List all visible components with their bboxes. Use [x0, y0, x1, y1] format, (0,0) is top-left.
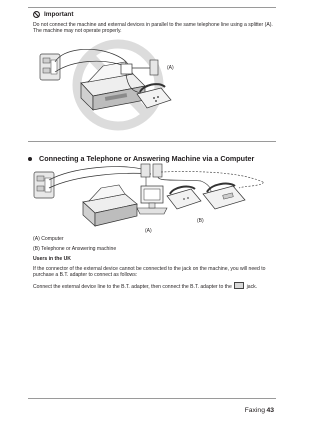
- page-number: 43: [266, 407, 274, 414]
- computer-illustration: [137, 186, 167, 214]
- figure-label-a: (A): [145, 228, 152, 234]
- wall-jack: [150, 60, 158, 75]
- jack-icon: [234, 282, 244, 289]
- machine-illustration-2: [83, 185, 137, 226]
- uk-paragraph-2-text: Connect the external device line to the B.T. adapter, then connect the B.T. adapter to the: [33, 284, 232, 290]
- legend-telephone: (B) Telephone or Answering machine: [33, 246, 117, 252]
- top-rule: [28, 7, 276, 8]
- machine-back-panel-2: [34, 172, 54, 198]
- uk-heading: Users in the UK: [33, 256, 71, 262]
- splitter-label-a: (A): [167, 65, 174, 71]
- figure-label-b: (B): [197, 218, 204, 224]
- legend-computer: (A) Computer: [33, 236, 64, 242]
- important-text: Do not connect the machine and external devices in parallel to the same telephone line using a splitter (A). The machine may not operate properly.: [33, 22, 273, 35]
- section-title: Connecting a Telephone or Answering Machine via a Computer: [39, 154, 255, 163]
- section-bullet: [28, 157, 32, 161]
- uk-paragraph-2: [33, 282, 277, 290]
- telephone-illustration-2: [167, 187, 201, 209]
- important-header: [33, 11, 73, 18]
- important-title: Important: [44, 11, 74, 18]
- computer-connection-figure: [33, 164, 278, 234]
- prohibition-icon: [33, 11, 40, 18]
- uk-paragraph-2-suffix: jack.: [246, 284, 258, 290]
- splitter-figure: [33, 38, 208, 133]
- footer-section-name: Faxing: [244, 407, 265, 414]
- footer-rule: [28, 398, 276, 399]
- computer-ports: [141, 164, 162, 177]
- section-heading: [28, 154, 254, 163]
- machine-back-panel: [40, 54, 60, 80]
- important-bottom-rule: [28, 141, 276, 142]
- uk-paragraph-1: If the connector of the external device cannot be connected to the jack on the machine, you will need to purchase a B.T. adapter to connect as follows:: [33, 266, 266, 279]
